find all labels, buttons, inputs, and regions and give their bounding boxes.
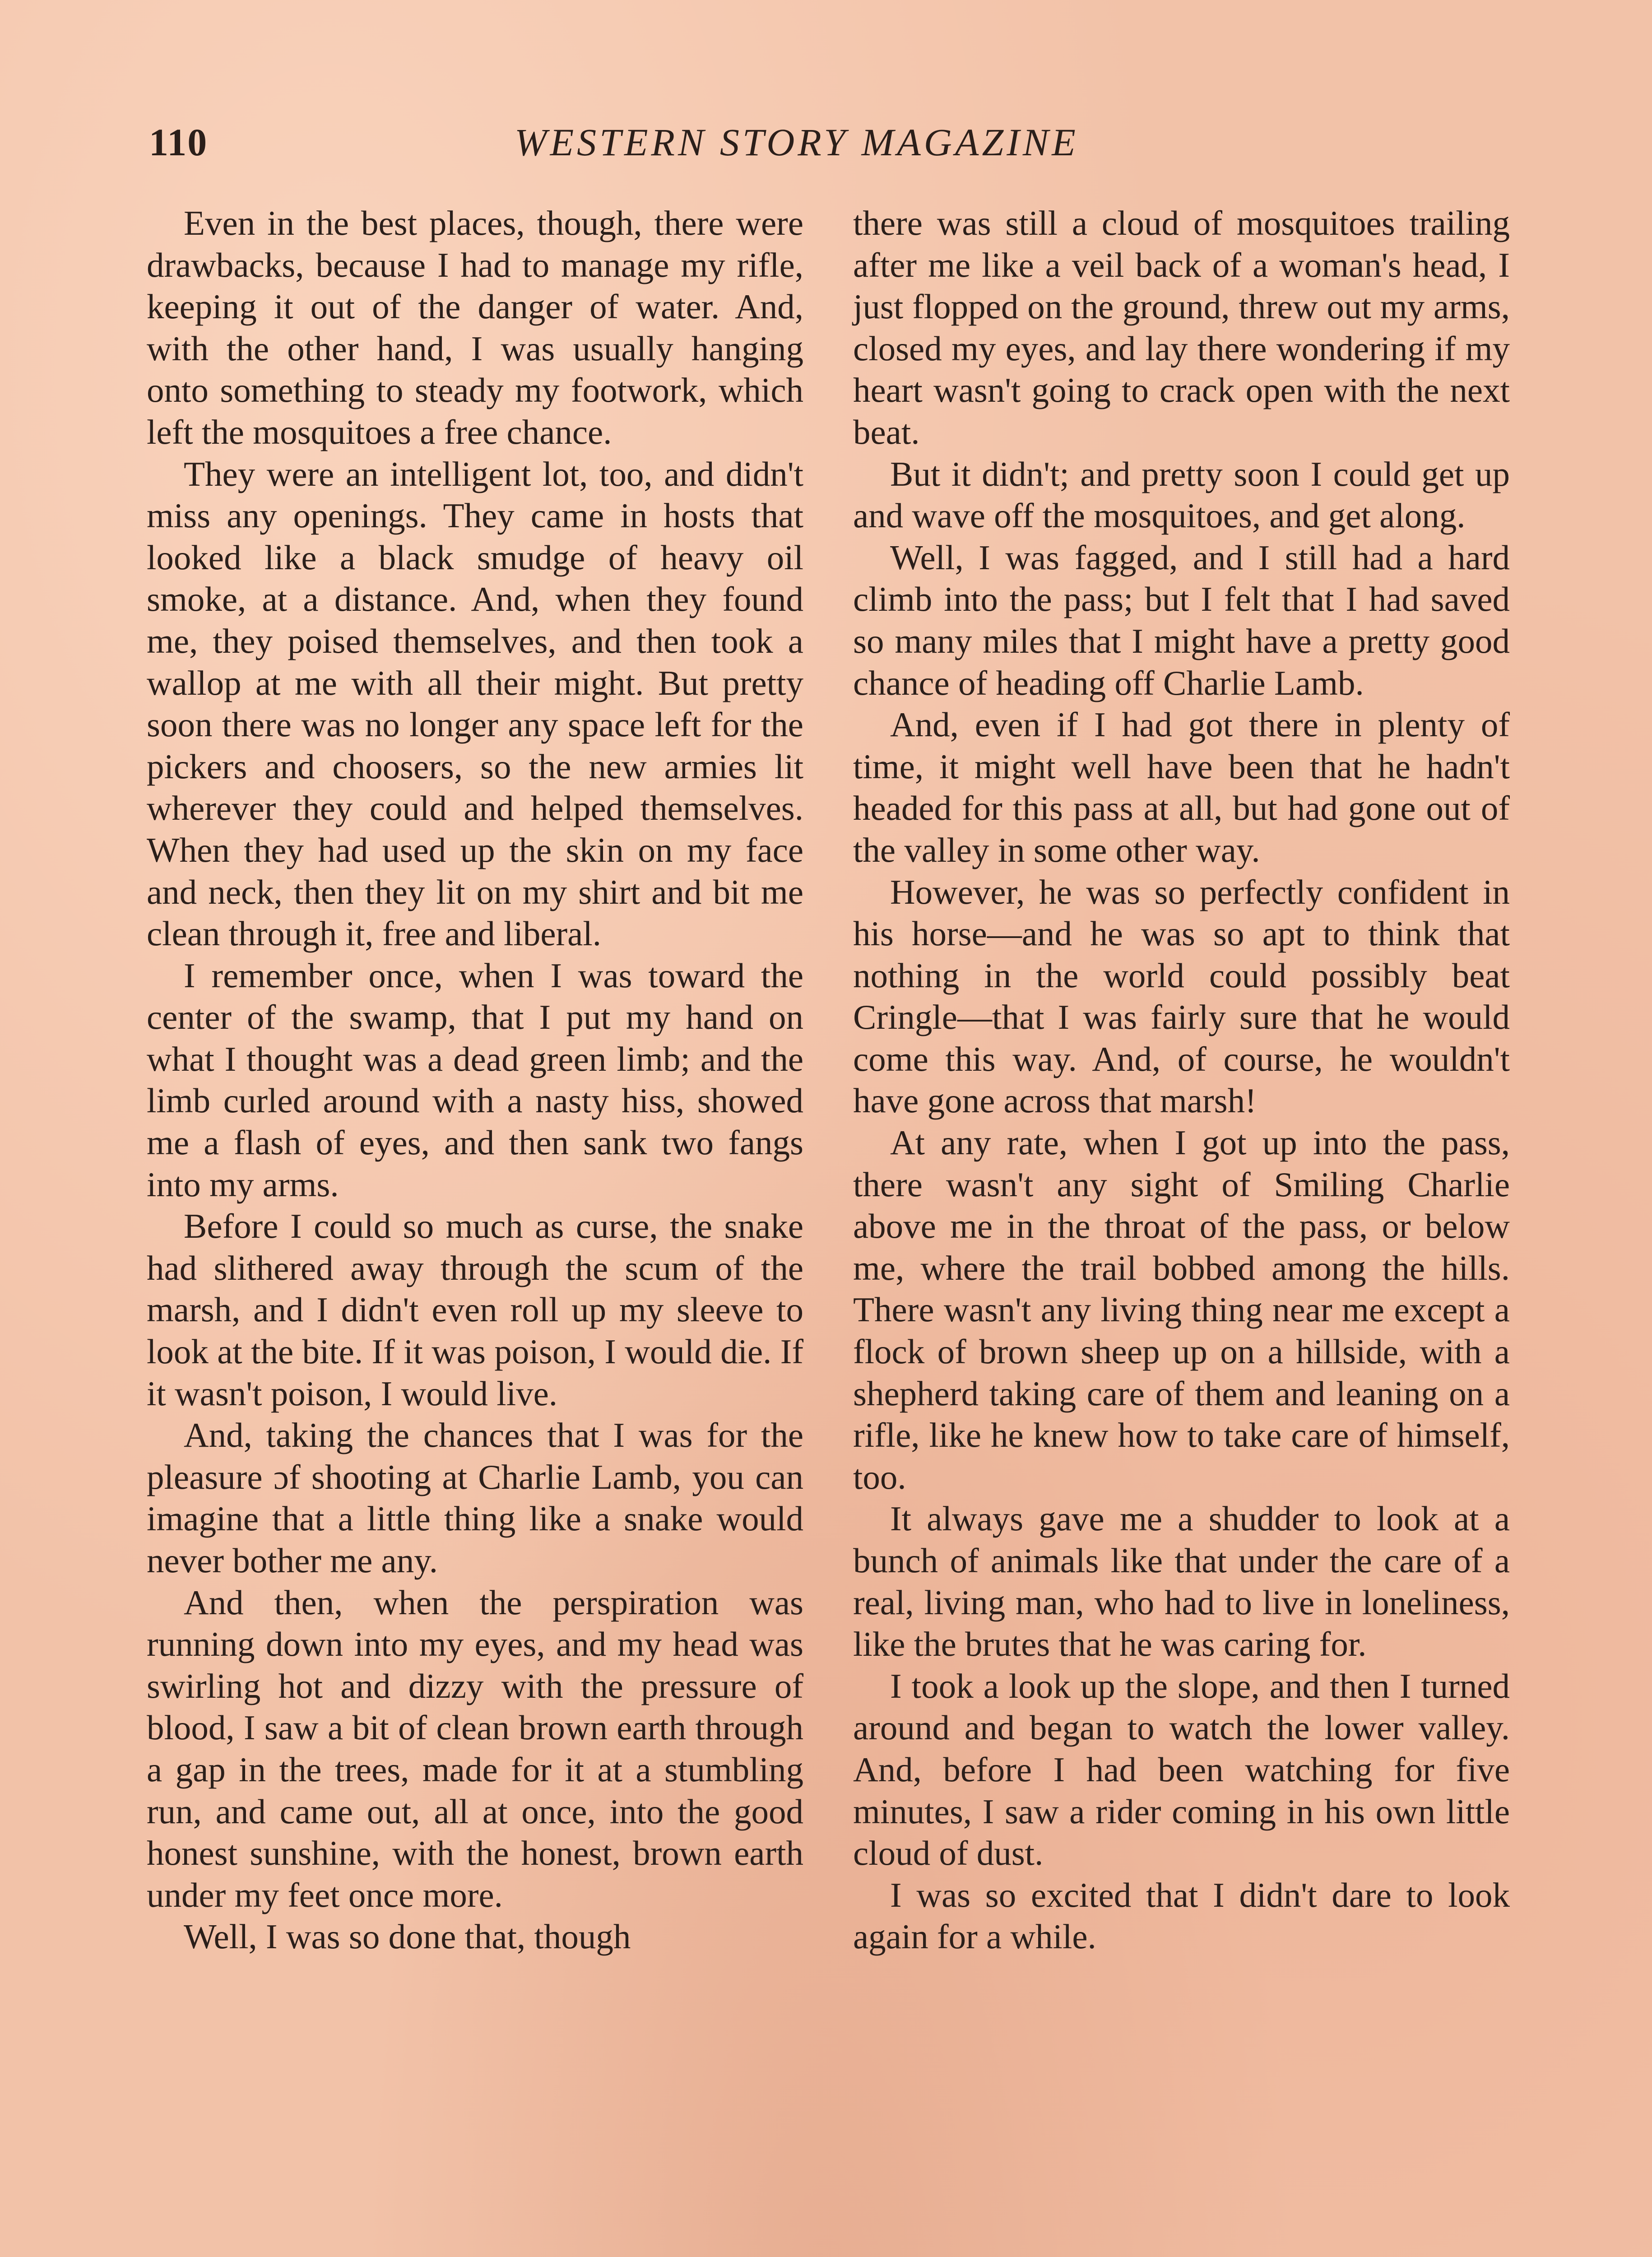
- paragraph: Even in the best places, though, there were drawbacks, because I had to manage my rifle, keeping it out of the danger of water. And, with the other hand, I was usually hanging onto something to steady my footwork, which left the mosquitoes a free chance.: [147, 204, 803, 451]
- paragraph: And then, when the perspiration was running down into my eyes, and my head was swirling hot and dizzy with the pressure of blood, I saw a bit of clean brown earth through a gap in the trees, made for it at a stumbling run, and came out, all at once, into the good honest sunshine, with the honest, brown earth under my feet once more.: [147, 1583, 803, 1914]
- paragraph: At any rate, when I got up into the pass, there wasn't any sight of Smiling Charlie above me in the throat of the pass, or below me, where the trail bobbed among the hills. There wasn't any living thing near me except a flock of brown sheep up on a hillside, with a shepherd taking care of them and leaning on a rifle, like he knew how to take care of himself, too.: [853, 1123, 1510, 1496]
- paragraph: I took a look up the slope, and then I turned around and began to watch the lower valley. And, before I had been watching for five minutes, I saw a rider coming in his own little cloud of dust.: [853, 1666, 1510, 1873]
- right-text-column: [853, 202, 1510, 1958]
- paragraph: Well, I was fagged, and I still had a hard climb into the pass; but I felt that I had saved so many miles that I might have a pretty good chance of heading off Charlie Lamb.: [853, 538, 1510, 702]
- paragraph: Well, I was so done that, though: [184, 1917, 631, 1956]
- paragraph: But it didn't; and pretty soon I could get up and wave off the mosquitoes, and get along.: [853, 454, 1510, 535]
- page-number: 110: [149, 121, 208, 164]
- paragraph: They were an intelligent lot, too, and didn't miss any openings. They came in hosts that looked like a black smudge of heavy oil smoke, at a distance. And, when they found me, they poised themselves, and then took a wallop at me with all their might. But pretty soon there was no longer any space left for the pickers and choosers, so the new armies lit wherever they could and helped themselves. When they had used up the skin on my face and neck, then they lit on my shirt and bit me clean through it, free and liberal.: [147, 454, 803, 953]
- paragraph: I was so excited that I didn't dare to look again for a while.: [853, 1875, 1510, 1956]
- paragraph: And, taking the chances that I was for the pleasure ɔf shooting at Charlie Lamb, you can imagine that a little thing like a snake would never bother me any.: [147, 1416, 803, 1580]
- left-text-column: [147, 202, 803, 1958]
- paragraph-continuation: there was still a cloud of mosquitoes trailing after me like a veil back of a woman's head, I just flopped on the ground, threw out my arms, closed my eyes, and lay there wondering if my heart wasn't going to crack open with the next beat.: [853, 204, 1510, 451]
- paragraph: It always gave me a shudder to look at a bunch of animals like that under the care of a real, living man, who had to live in loneliness, like the brutes that he was caring for.: [853, 1499, 1510, 1664]
- paragraph: However, he was so perfectly confident in his horse—and he was so apt to think that nothing in the world could possibly beat Cringle—that I was fairly sure that he would come this way. And, of course, he wouldn't have gone across that marsh!: [853, 872, 1510, 1120]
- paragraph: I remember once, when I was toward the center of the swamp, that I put my hand on what I thought was a dead green limb; and the limb curled around with a nasty hiss, showed me a flash of eyes, and then sank two fangs into my arms.: [147, 956, 803, 1204]
- paragraph: And, even if I had got there in plenty of time, it might well have been that he hadn't headed for this pass at all, but had gone out of the valley in some other way.: [853, 705, 1510, 869]
- running-head-title: WESTERN STORY MAGAZINE: [515, 121, 1079, 164]
- paragraph: Before I could so much as curse, the snake had slithered away through the scum of the marsh, and I didn't even roll up my sleeve to look at the bite. If it was poison, I would die. If it wasn't poison, I would live.: [147, 1207, 803, 1413]
